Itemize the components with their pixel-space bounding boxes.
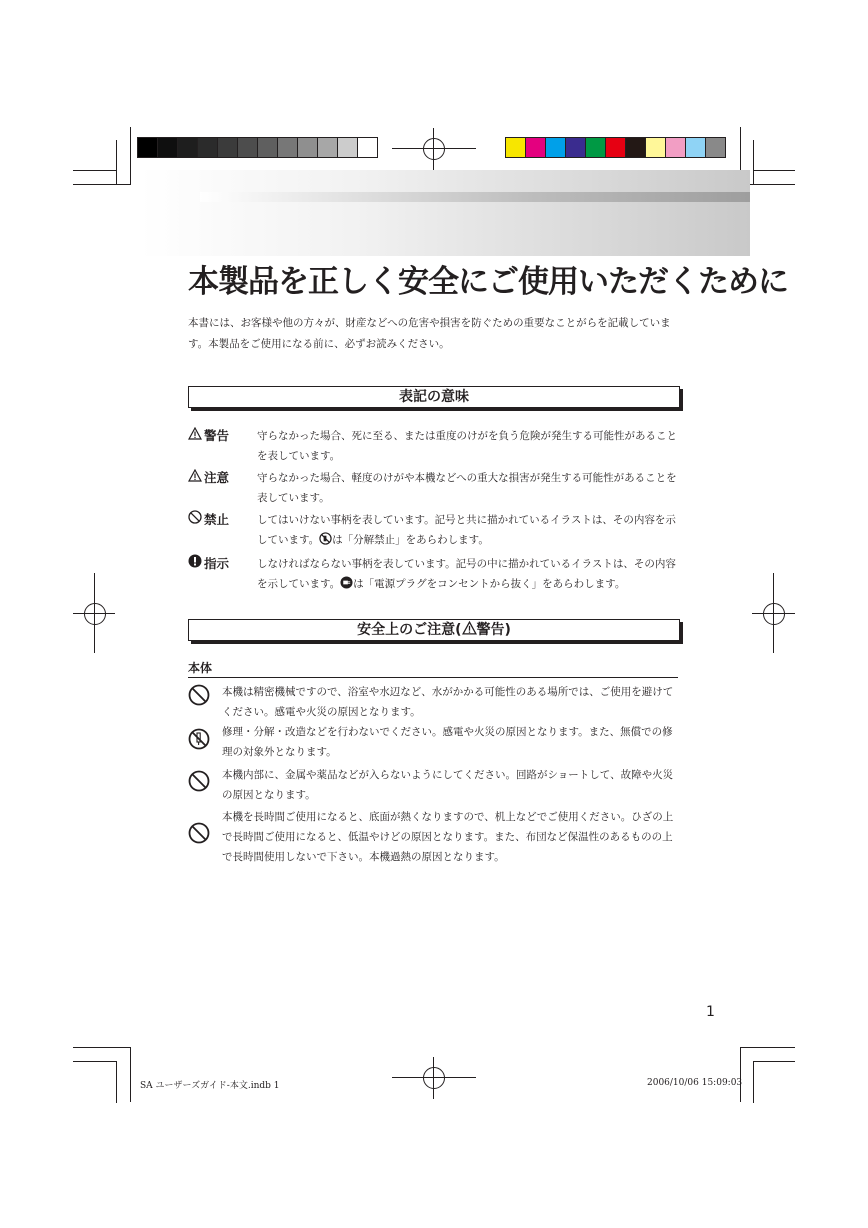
registration-mark: [84, 603, 106, 625]
process-color-swatch: [626, 138, 646, 157]
crop-mark: [73, 1047, 130, 1048]
section-heading-text: 表記の意味: [399, 389, 469, 405]
legend-description-text: は「電源プラグをコンセントから抜く」をあらわします。: [353, 578, 626, 590]
legend-description-text: してはいけない事柄を表しています。記号と共に描かれているイラストは、その内容を示しています。: [257, 514, 676, 546]
prohibited-icon: [188, 770, 210, 792]
page-number: 1: [706, 1004, 715, 1020]
legend-description: [257, 554, 679, 594]
legend-tag-warning: [188, 426, 250, 444]
section-heading-text: 安全上のご注意(: [357, 622, 462, 638]
crop-mark: [130, 1047, 131, 1102]
warning-text: 本機内部に、金属や薬品などが入らないようにしてください。回路がショートして、故障や火災の原因となります。: [222, 769, 674, 801]
process-color-bar: [505, 137, 726, 158]
grayscale-swatch: [298, 138, 318, 157]
header-gradient-line: [200, 192, 750, 202]
registration-mark: [763, 603, 785, 625]
warning-text: 本機は精密機械ですので、浴室や水辺など、水がかかる可能性のある場所では、ご使用を避けてください。感電や火災の原因となります。: [222, 686, 674, 718]
no-disassembly-icon: [319, 534, 332, 546]
process-color-swatch: [506, 138, 526, 157]
crop-mark: [740, 1047, 795, 1048]
process-color-swatch: [646, 138, 666, 157]
legend-label: 警告: [204, 428, 230, 443]
page-title: 本製品を正しく安全にご使用いただくために: [188, 264, 788, 300]
crop-mark: [73, 170, 116, 171]
section-heading-text: 警告): [476, 622, 511, 638]
warning-triangle-icon: [188, 469, 202, 485]
legend-description-text: しなければならない事柄を表しています。記号の中に描かれているイラストは、その内容を示しています。: [257, 558, 676, 590]
registration-mark: [423, 1067, 445, 1089]
grayscale-swatch: [218, 138, 238, 157]
warning-triangle-icon: [188, 427, 202, 443]
legend-description-text: は「分解禁止」をあらわします。: [332, 534, 489, 546]
process-color-swatch: [526, 138, 546, 157]
process-color-swatch: [666, 138, 686, 157]
crop-mark: [753, 140, 754, 184]
crop-mark: [753, 170, 795, 171]
registration-mark: [423, 138, 445, 160]
grayscale-swatch: [198, 138, 218, 157]
process-color-swatch: [546, 138, 566, 157]
section-heading-safety-warning: [188, 619, 680, 641]
legend-tag-mandatory: [188, 554, 250, 572]
prohibited-icon: [188, 822, 210, 844]
grayscale-swatch: [318, 138, 338, 157]
grayscale-swatch: [138, 138, 158, 157]
slug-timestamp: 2006/10/06 15:09:03: [647, 1078, 743, 1088]
grayscale-swatch: [278, 138, 298, 157]
grayscale-swatch: [358, 138, 377, 157]
crop-mark: [116, 140, 117, 184]
section-heading-notation: [188, 386, 680, 408]
process-color-swatch: [586, 138, 606, 157]
legend-description: 守らなかった場合、死に至る、または重度のけがを負う危険が発生する可能性があることを表しています。: [257, 430, 677, 462]
crop-mark: [740, 1047, 741, 1102]
process-color-swatch: [706, 138, 725, 157]
crop-mark: [753, 1061, 795, 1062]
unplug-icon: [340, 578, 353, 590]
legend-label: 禁止: [204, 512, 230, 527]
subsection-heading-body: 本体: [188, 659, 678, 678]
grayscale-swatch: [338, 138, 358, 157]
prohibited-icon: [188, 684, 210, 706]
mandatory-icon: [188, 554, 202, 571]
process-color-swatch: [606, 138, 626, 157]
legend-tag-caution: [188, 468, 250, 486]
crop-mark: [73, 1061, 116, 1062]
legend-label: 注意: [204, 470, 230, 485]
grayscale-swatch: [238, 138, 258, 157]
crop-mark: [130, 127, 131, 185]
grayscale-swatch: [258, 138, 278, 157]
prohibited-icon: [188, 510, 202, 527]
warning-text: 本機を長時間ご使用になると、底面が熱くなりますので、机上などでご使用ください。ひざの上で長時間ご使用になると、低温やけどの原因となります。また、布団など保温性のあるものの上で長時間使用しないで下さい。本機過熱の原因となります。: [222, 811, 674, 863]
crop-mark: [116, 1061, 117, 1103]
process-color-swatch: [686, 138, 706, 157]
crop-mark: [73, 184, 130, 185]
warning-text: 修理・分解・改造などを行わないでください。感電や火災の原因となります。また、無償での修理の対象外となります。: [222, 726, 673, 758]
legend-description: [257, 510, 679, 550]
grayscale-swatch: [178, 138, 198, 157]
warning-triangle-icon: [462, 622, 477, 638]
header-gradient-band: [140, 170, 750, 256]
slug-filename: SA ユーザーズガイド-本文.indb 1: [140, 1081, 280, 1091]
crop-mark: [753, 1061, 754, 1103]
intro-paragraph: 本書には、お客様や他の方々が、財産などへの危害や損害を防ぐための重要なことがらを記載しています。本製品をご使用になる前に、必ずお読みください。: [188, 317, 671, 350]
legend-tag-prohibited: [188, 510, 250, 528]
no-disassembly-icon: [188, 728, 210, 750]
legend-description: 守らなかった場合、軽度のけがや本機などへの重大な損害が発生する可能性があることを表しています。: [257, 472, 677, 504]
grayscale-color-bar: [137, 137, 378, 158]
process-color-swatch: [566, 138, 586, 157]
legend-label: 指示: [204, 556, 230, 571]
grayscale-swatch: [158, 138, 178, 157]
